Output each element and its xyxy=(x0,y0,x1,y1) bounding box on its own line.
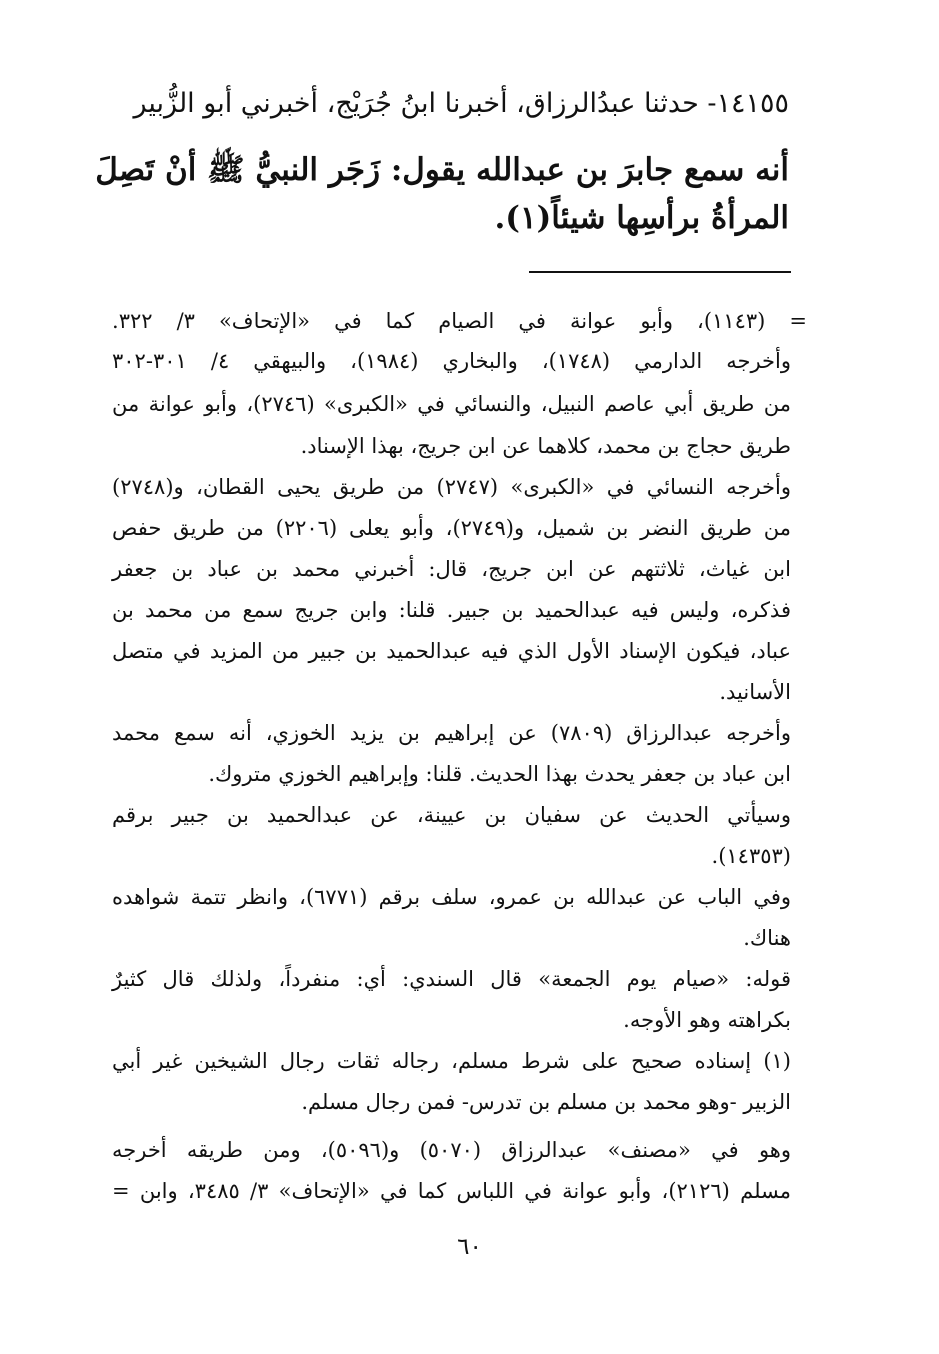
footnote-line: فذكره، وليس فيه عبدالحميد بن جبير. قلنا: وابن جريج سمع من محمد بن xyxy=(112,598,791,622)
hadith-line-3: المرأةُ برأسِها شيئاً(١). xyxy=(494,200,789,236)
footnote-line: وسيأتي الحديث عن سفيان بن عيينة، عن عبدالحميد بن جبير برقم xyxy=(112,803,791,827)
footnote-line: من طريق النضر بن شميل، و(٢٧٤٩)، وأبو يعلى (٢٢٠٦) من طريق حفص xyxy=(112,516,791,540)
footnote-line: من طريق أبي عاصم النبيل، والنسائي في «الكبرى» (٢٧٤٦)، وأبو عوانة من xyxy=(112,392,791,416)
page-number: ٦٠ xyxy=(457,1234,482,1260)
footnote-line: هناك. xyxy=(743,926,791,950)
footnote-line: (١٤٣٥٣). xyxy=(711,844,791,868)
footnote-line: = (١١٤٣)، وأبو عوانة في الصيام كما في «الإتحاف» ٣/ ٣٢٢. xyxy=(112,309,807,333)
footnote-line: ابن عباد بن جعفر يحدث بهذا الحديث. قلنا: وإبراهيم الخوزي متروك. xyxy=(208,762,791,786)
footnote-line: قوله: «صيام يوم الجمعة» قال السندي: أي: منفرداً، ولذلك قال كثيرٌ xyxy=(112,967,791,991)
footnote-line: وأخرجه الدارمي (١٧٤٨)، والبخاري (١٩٨٤)، والبيهقي ٤/ ٣٠١-٣٠٢ xyxy=(112,349,791,373)
hadith-line-2: أنه سمع جابرَ بن عبدالله يقول: زَجَر النبيُّ ﷺ أنْ تَصِلَ xyxy=(95,152,789,188)
footnote-line: مسلم (٢١٢٦)، وأبو عوانة في اللباس كما في «الإتحاف» ٣/ ٣٤٨٥، وابن = xyxy=(112,1179,791,1203)
footnote-line: (١) إسناده صحيح على شرط مسلم، رجاله ثقات رجال الشيخين غير أبي xyxy=(112,1049,791,1073)
footnote-line: وفي الباب عن عبدالله بن عمرو، سلف برقم (٦٧٧١)، وانظر تتمة شواهده xyxy=(112,885,791,909)
footnote-line: بكراهته وهو الأوجه. xyxy=(623,1008,791,1032)
footnote-line: وأخرجه عبدالرزاق (٧٨٠٩) عن إبراهيم بن يزيد الخوزي، أنه سمع محمد xyxy=(112,721,792,745)
footnote-line: الأسانيد. xyxy=(719,680,791,704)
footnote-line: عباد، فيكون الإسناد الأول الذي فيه عبدالحميد بن جبير من المزيد في متصل xyxy=(112,639,791,663)
footnote-line: طريق حجاج بن محمد، كلاهما عن ابن جريج، بهذا الإسناد. xyxy=(300,434,791,458)
footnote-line: وهو في «مصنف» عبدالرزاق (٥٠٧٠) و(٥٠٩٦)، ومن طريقه أخرجه xyxy=(112,1138,792,1162)
hadith-line-1: ١٤١٥٥- حدثنا عبدُالرزاق، أخبرنا ابنُ جُرَيْج، أخبرني أبو الزُّبير xyxy=(133,88,789,119)
footnote-separator xyxy=(529,271,791,273)
footnote-line: ابن غياث، ثلاثتهم عن ابن جريج، قال: أخبرني محمد بن عباد بن جعفر xyxy=(112,557,791,581)
footnote-line: الزبير -وهو محمد بن مسلم بن تدرس- فمن رجال مسلم. xyxy=(301,1090,791,1114)
footnote-line: وأخرجه النسائي في «الكبرى» (٢٧٤٧) من طريق يحيى القطان، و(٢٧٤٨) xyxy=(112,475,791,499)
